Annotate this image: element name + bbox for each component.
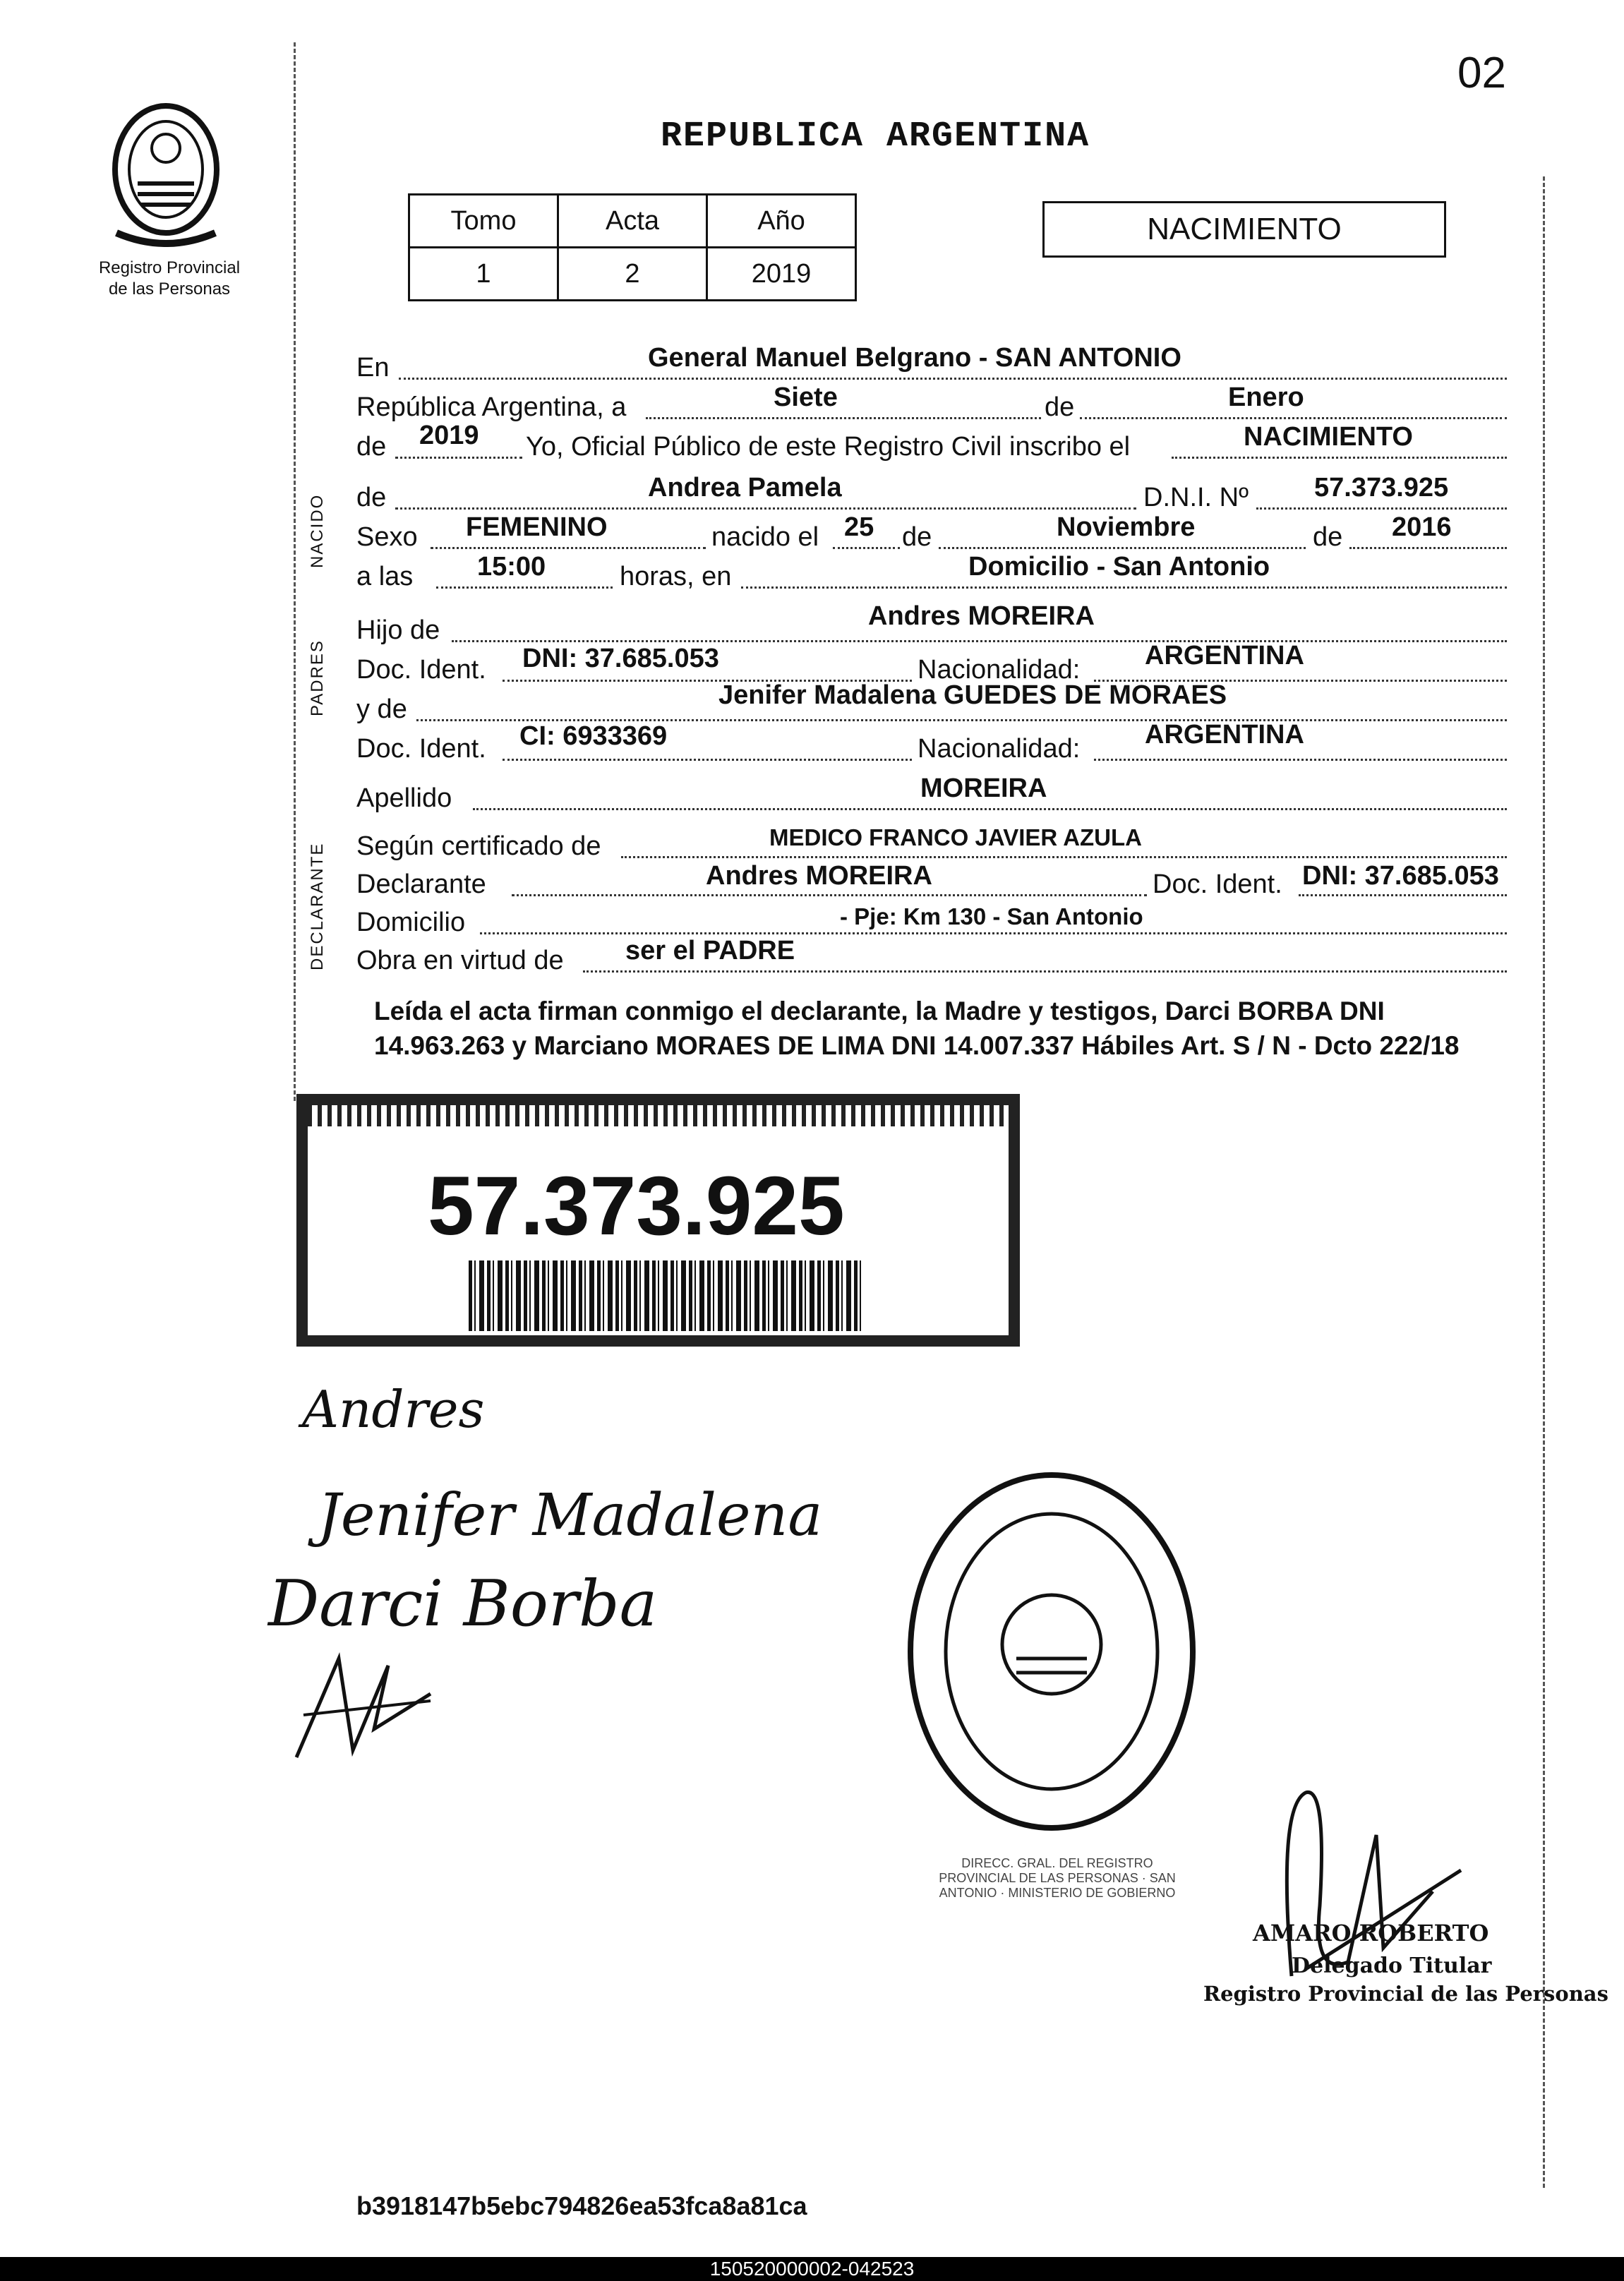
dots-declarante-doc bbox=[1299, 894, 1507, 896]
label-doc-ident-declarante: Doc. Ident. bbox=[1153, 869, 1282, 899]
label-de-nac-anio: de bbox=[1313, 522, 1343, 552]
table-header-anio: Año bbox=[707, 195, 856, 248]
dots-dni bbox=[1256, 507, 1507, 510]
dots-domicilio bbox=[480, 932, 1507, 934]
value-nac-anio: 2016 bbox=[1392, 512, 1452, 542]
document-title: REPUBLICA ARGENTINA bbox=[661, 116, 1090, 157]
label-de-nac-mes: de bbox=[902, 522, 932, 552]
seal-text: DIRECC. GRAL. DEL REGISTRO PROVINCIAL DE LAS PERSONAS · SAN ANTONIO · MINISTERIO DE GOBIERNO bbox=[939, 1856, 1176, 1900]
value-dia: Siete bbox=[774, 383, 838, 412]
official-seal bbox=[903, 1468, 1200, 1835]
province-logo bbox=[99, 92, 233, 247]
official-office: Registro Provincial de las Personas bbox=[1203, 1982, 1608, 2006]
record-table bbox=[408, 193, 857, 301]
record-type-box: NACIMIENTO bbox=[1042, 201, 1446, 258]
footer-bar bbox=[0, 2257, 1624, 2281]
label-declarante: Declarante bbox=[356, 869, 486, 899]
table-header-acta: Acta bbox=[558, 195, 707, 248]
value-mes: Enero bbox=[1228, 383, 1304, 412]
document-hash: b3918147b5ebc794826ea53fca8a81ca bbox=[356, 2191, 807, 2220]
value-declarante-doc: DNI: 37.685.053 bbox=[1302, 861, 1499, 891]
dots-nac-anio bbox=[1349, 547, 1507, 549]
value-madre-nac: ARGENTINA bbox=[1145, 720, 1304, 750]
dots-lugar-nac bbox=[741, 586, 1507, 589]
left-margin-line bbox=[294, 42, 296, 1101]
label-en: En bbox=[356, 353, 390, 383]
value-apellido: MOREIRA bbox=[920, 774, 1047, 803]
signature-darci: Darci Borba bbox=[268, 1567, 658, 1641]
label-a-las: a las bbox=[356, 562, 414, 591]
signature-marciano bbox=[289, 1644, 445, 1768]
value-lugar-nac: Domicilio - San Antonio bbox=[968, 552, 1270, 582]
value-declarante: Andres MOREIRA bbox=[706, 861, 932, 891]
dots-apellido bbox=[473, 808, 1507, 810]
label-nacionalidad-madre: Nacionalidad: bbox=[918, 734, 1081, 764]
value-lugar: General Manuel Belgrano - SAN ANTONIO bbox=[648, 343, 1181, 373]
label-de-anio: de bbox=[356, 432, 387, 462]
coat-of-arms-icon bbox=[99, 92, 233, 247]
acta-note: Leída el acta firman conmigo el declarante, la Madre y testigos, Darci BORBA DNI 14.963.263 y Marciano MORAES DE LIMA DNI 14.007.337 Hábiles Art. S / N - Dcto 222/18 bbox=[374, 997, 1460, 1060]
label-domicilio: Domicilio bbox=[356, 908, 466, 937]
value-certificado: MEDICO FRANCO JAVIER AZULA bbox=[769, 824, 1142, 850]
official-name: AMARO ROBERTO bbox=[1253, 1920, 1489, 1946]
page-number: 02 bbox=[1457, 49, 1506, 97]
dots-nombre bbox=[395, 507, 1136, 510]
dots-declarante bbox=[512, 894, 1147, 896]
value-hora: 15:00 bbox=[477, 552, 546, 582]
dots-nac-mes bbox=[939, 547, 1306, 549]
label-nacionalidad-padre: Nacionalidad: bbox=[918, 655, 1081, 685]
label-yo: Yo, Oficial Público de este Registro Civil inscribo el bbox=[526, 432, 1131, 462]
dots-madre-nac bbox=[1094, 759, 1507, 761]
label-hijo-de: Hijo de bbox=[356, 615, 440, 645]
dots-obra bbox=[583, 970, 1507, 973]
label-dni: D.N.I. Nº bbox=[1143, 483, 1249, 512]
dots-nac-dia bbox=[833, 547, 900, 549]
side-label-declarante: DECLARANTE bbox=[308, 842, 327, 970]
registry-name: Registro Provincial de las Personas bbox=[98, 258, 241, 299]
dots-anio bbox=[395, 457, 522, 459]
dots-certificado bbox=[621, 856, 1507, 858]
value-tipo: NACIMIENTO bbox=[1244, 422, 1413, 452]
label-de-nombre: de bbox=[356, 483, 387, 512]
dots-padre bbox=[452, 640, 1507, 642]
value-nac-mes: Noviembre bbox=[1057, 512, 1196, 542]
barcode bbox=[469, 1260, 864, 1331]
value-dni: 57.373.925 bbox=[1314, 473, 1449, 502]
label-segun: Según certificado de bbox=[356, 831, 601, 861]
label-republica: República Argentina, a bbox=[356, 392, 627, 422]
dots-tipo bbox=[1172, 457, 1507, 459]
value-obra: ser el PADRE bbox=[625, 936, 795, 965]
right-margin-line bbox=[1543, 176, 1545, 2188]
dots-hora bbox=[436, 586, 613, 589]
label-apellido: Apellido bbox=[356, 783, 452, 813]
dots-sexo bbox=[431, 547, 706, 549]
dni-sticker bbox=[296, 1094, 1020, 1347]
label-doc-ident-padre: Doc. Ident. bbox=[356, 655, 486, 685]
value-padre-doc: DNI: 37.685.053 bbox=[522, 644, 719, 673]
sticker-pattern-top bbox=[308, 1105, 1009, 1126]
value-padre-nac: ARGENTINA bbox=[1145, 641, 1304, 670]
side-label-nacido: NACIDO bbox=[308, 493, 327, 568]
label-y-de: y de bbox=[356, 694, 407, 724]
label-sexo: Sexo bbox=[356, 522, 418, 552]
footer-code: 150520000002-042523 bbox=[709, 2258, 915, 2280]
value-madre-doc: CI: 6933369 bbox=[519, 721, 668, 751]
label-de-mes: de bbox=[1045, 392, 1075, 422]
dots-mes bbox=[1080, 417, 1507, 419]
label-nacido-el: nacido el bbox=[711, 522, 819, 552]
official-title: Delegado Titular bbox=[1292, 1954, 1492, 1978]
label-obra: Obra en virtud de bbox=[356, 946, 564, 975]
value-anio: 2019 bbox=[419, 421, 479, 450]
dots-madre-doc bbox=[503, 759, 912, 761]
value-nac-dia: 25 bbox=[844, 512, 874, 542]
signature-andres: Andres bbox=[302, 1380, 485, 1439]
value-sexo: FEMENINO bbox=[466, 512, 608, 542]
value-padre: Andres MOREIRA bbox=[868, 601, 1095, 631]
label-horas-en: horas, en bbox=[620, 562, 732, 591]
table-header-tomo: Tomo bbox=[409, 195, 558, 248]
table-value-tomo: 1 bbox=[409, 248, 558, 301]
signature-jenifer: Jenifer Madalena bbox=[318, 1482, 823, 1549]
dots-dia bbox=[646, 417, 1041, 419]
sticker-number: 57.373.925 bbox=[428, 1160, 845, 1253]
label-doc-ident-madre: Doc. Ident. bbox=[356, 734, 486, 764]
value-domicilio: - Pje: Km 130 - San Antonio bbox=[840, 903, 1143, 929]
value-nombre: Andrea Pamela bbox=[648, 473, 842, 502]
seal-icon bbox=[903, 1468, 1200, 1835]
dots-en bbox=[399, 378, 1507, 380]
table-value-acta: 2 bbox=[558, 248, 707, 301]
value-madre: Jenifer Madalena GUEDES DE MORAES bbox=[718, 680, 1227, 710]
table-value-anio: 2019 bbox=[707, 248, 856, 301]
side-label-padres: PADRES bbox=[308, 639, 327, 716]
